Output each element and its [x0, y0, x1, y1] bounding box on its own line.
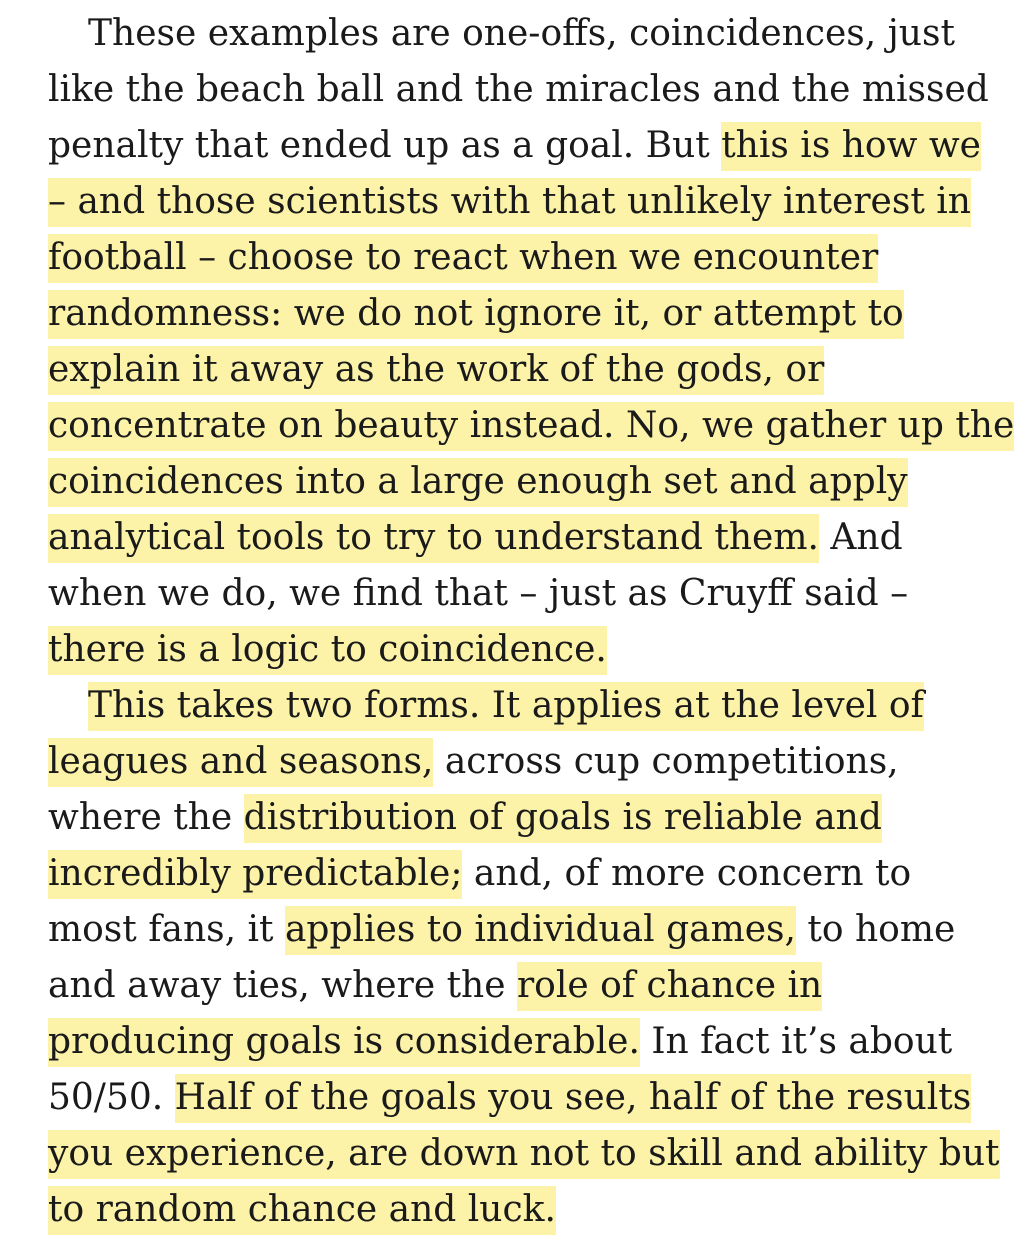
- text-segment: across cup competitions,: [433, 741, 899, 782]
- text-line: [48, 1070, 978, 1126]
- text-segment: 50/50.: [48, 1077, 175, 1118]
- highlighted-text: analytical tools to try to understand them.: [48, 514, 819, 563]
- highlighted-text: there is a logic to coincidence.: [48, 626, 607, 675]
- highlighted-text: you experience, are down not to skill and ability but: [48, 1130, 1000, 1179]
- text-line: [48, 174, 978, 230]
- highlighted-text: football – choose to react when we encounter: [48, 234, 878, 283]
- text-segment: most fans, it: [48, 909, 285, 950]
- text-line: [48, 622, 978, 678]
- text-line: [48, 734, 978, 790]
- highlighted-text: randomness: we do not ignore it, or attempt to: [48, 290, 904, 339]
- highlighted-text: concentrate on beauty instead. No, we gather up the: [48, 402, 1014, 451]
- text-line: [48, 958, 978, 1014]
- text-line: [48, 1014, 978, 1070]
- text-line: [48, 118, 981, 174]
- text-segment: to home: [795, 909, 956, 950]
- highlighted-text: Half of the goals you see, half of the results: [175, 1074, 972, 1123]
- text-line: [48, 510, 978, 566]
- highlighted-text: role of chance in: [517, 962, 822, 1011]
- text-line: [48, 566, 978, 622]
- highlighted-text: producing goals is considerable.: [48, 1018, 640, 1067]
- text-segment: where the: [48, 797, 244, 838]
- text-line: [48, 790, 978, 846]
- book-page: [48, 6, 1015, 1238]
- paragraph-first-line: [48, 6, 978, 62]
- text-line: [48, 1126, 1000, 1182]
- text-segment: These examples are one-offs, coincidences, just: [88, 13, 955, 54]
- text-segment: like the beach ball and the miracles and the missed: [48, 69, 989, 110]
- text-line: [48, 230, 978, 286]
- highlighted-text: This takes two forms. It applies at the level of: [88, 682, 924, 731]
- text-segment: and, of more concern to: [462, 853, 912, 894]
- text-line: [48, 846, 978, 902]
- text-line: [48, 1182, 978, 1238]
- highlighted-text: leagues and seasons,: [48, 738, 433, 787]
- text-segment: In fact it’s about: [639, 1021, 953, 1062]
- highlighted-text: to random chance and luck.: [48, 1186, 556, 1235]
- text-segment: penalty that ended up as a goal. But: [48, 125, 722, 166]
- highlighted-text: coincidences into a large enough set and apply: [48, 458, 908, 507]
- text-line: [48, 342, 978, 398]
- text-segment: and away ties, where the: [48, 965, 517, 1006]
- highlighted-text: applies to individual games,: [285, 906, 796, 955]
- highlighted-text: incredibly predictable;: [48, 850, 462, 899]
- text-segment: And: [818, 517, 903, 558]
- paragraph-first-line: [48, 678, 978, 734]
- text-line: [48, 62, 989, 118]
- text-body: [48, 6, 1015, 1238]
- highlighted-text: distribution of goals is reliable and: [244, 794, 882, 843]
- highlighted-text: explain it away as the work of the gods, or: [48, 346, 824, 395]
- highlighted-text: – and those scientists with that unlikely interest in: [48, 178, 971, 227]
- text-line: [48, 902, 978, 958]
- text-segment: when we do, we find that – just as Cruyff said –: [48, 573, 909, 614]
- highlighted-text: this is how we: [721, 122, 981, 171]
- text-line: [48, 286, 978, 342]
- text-line: [48, 454, 978, 510]
- text-line: [48, 398, 1015, 454]
